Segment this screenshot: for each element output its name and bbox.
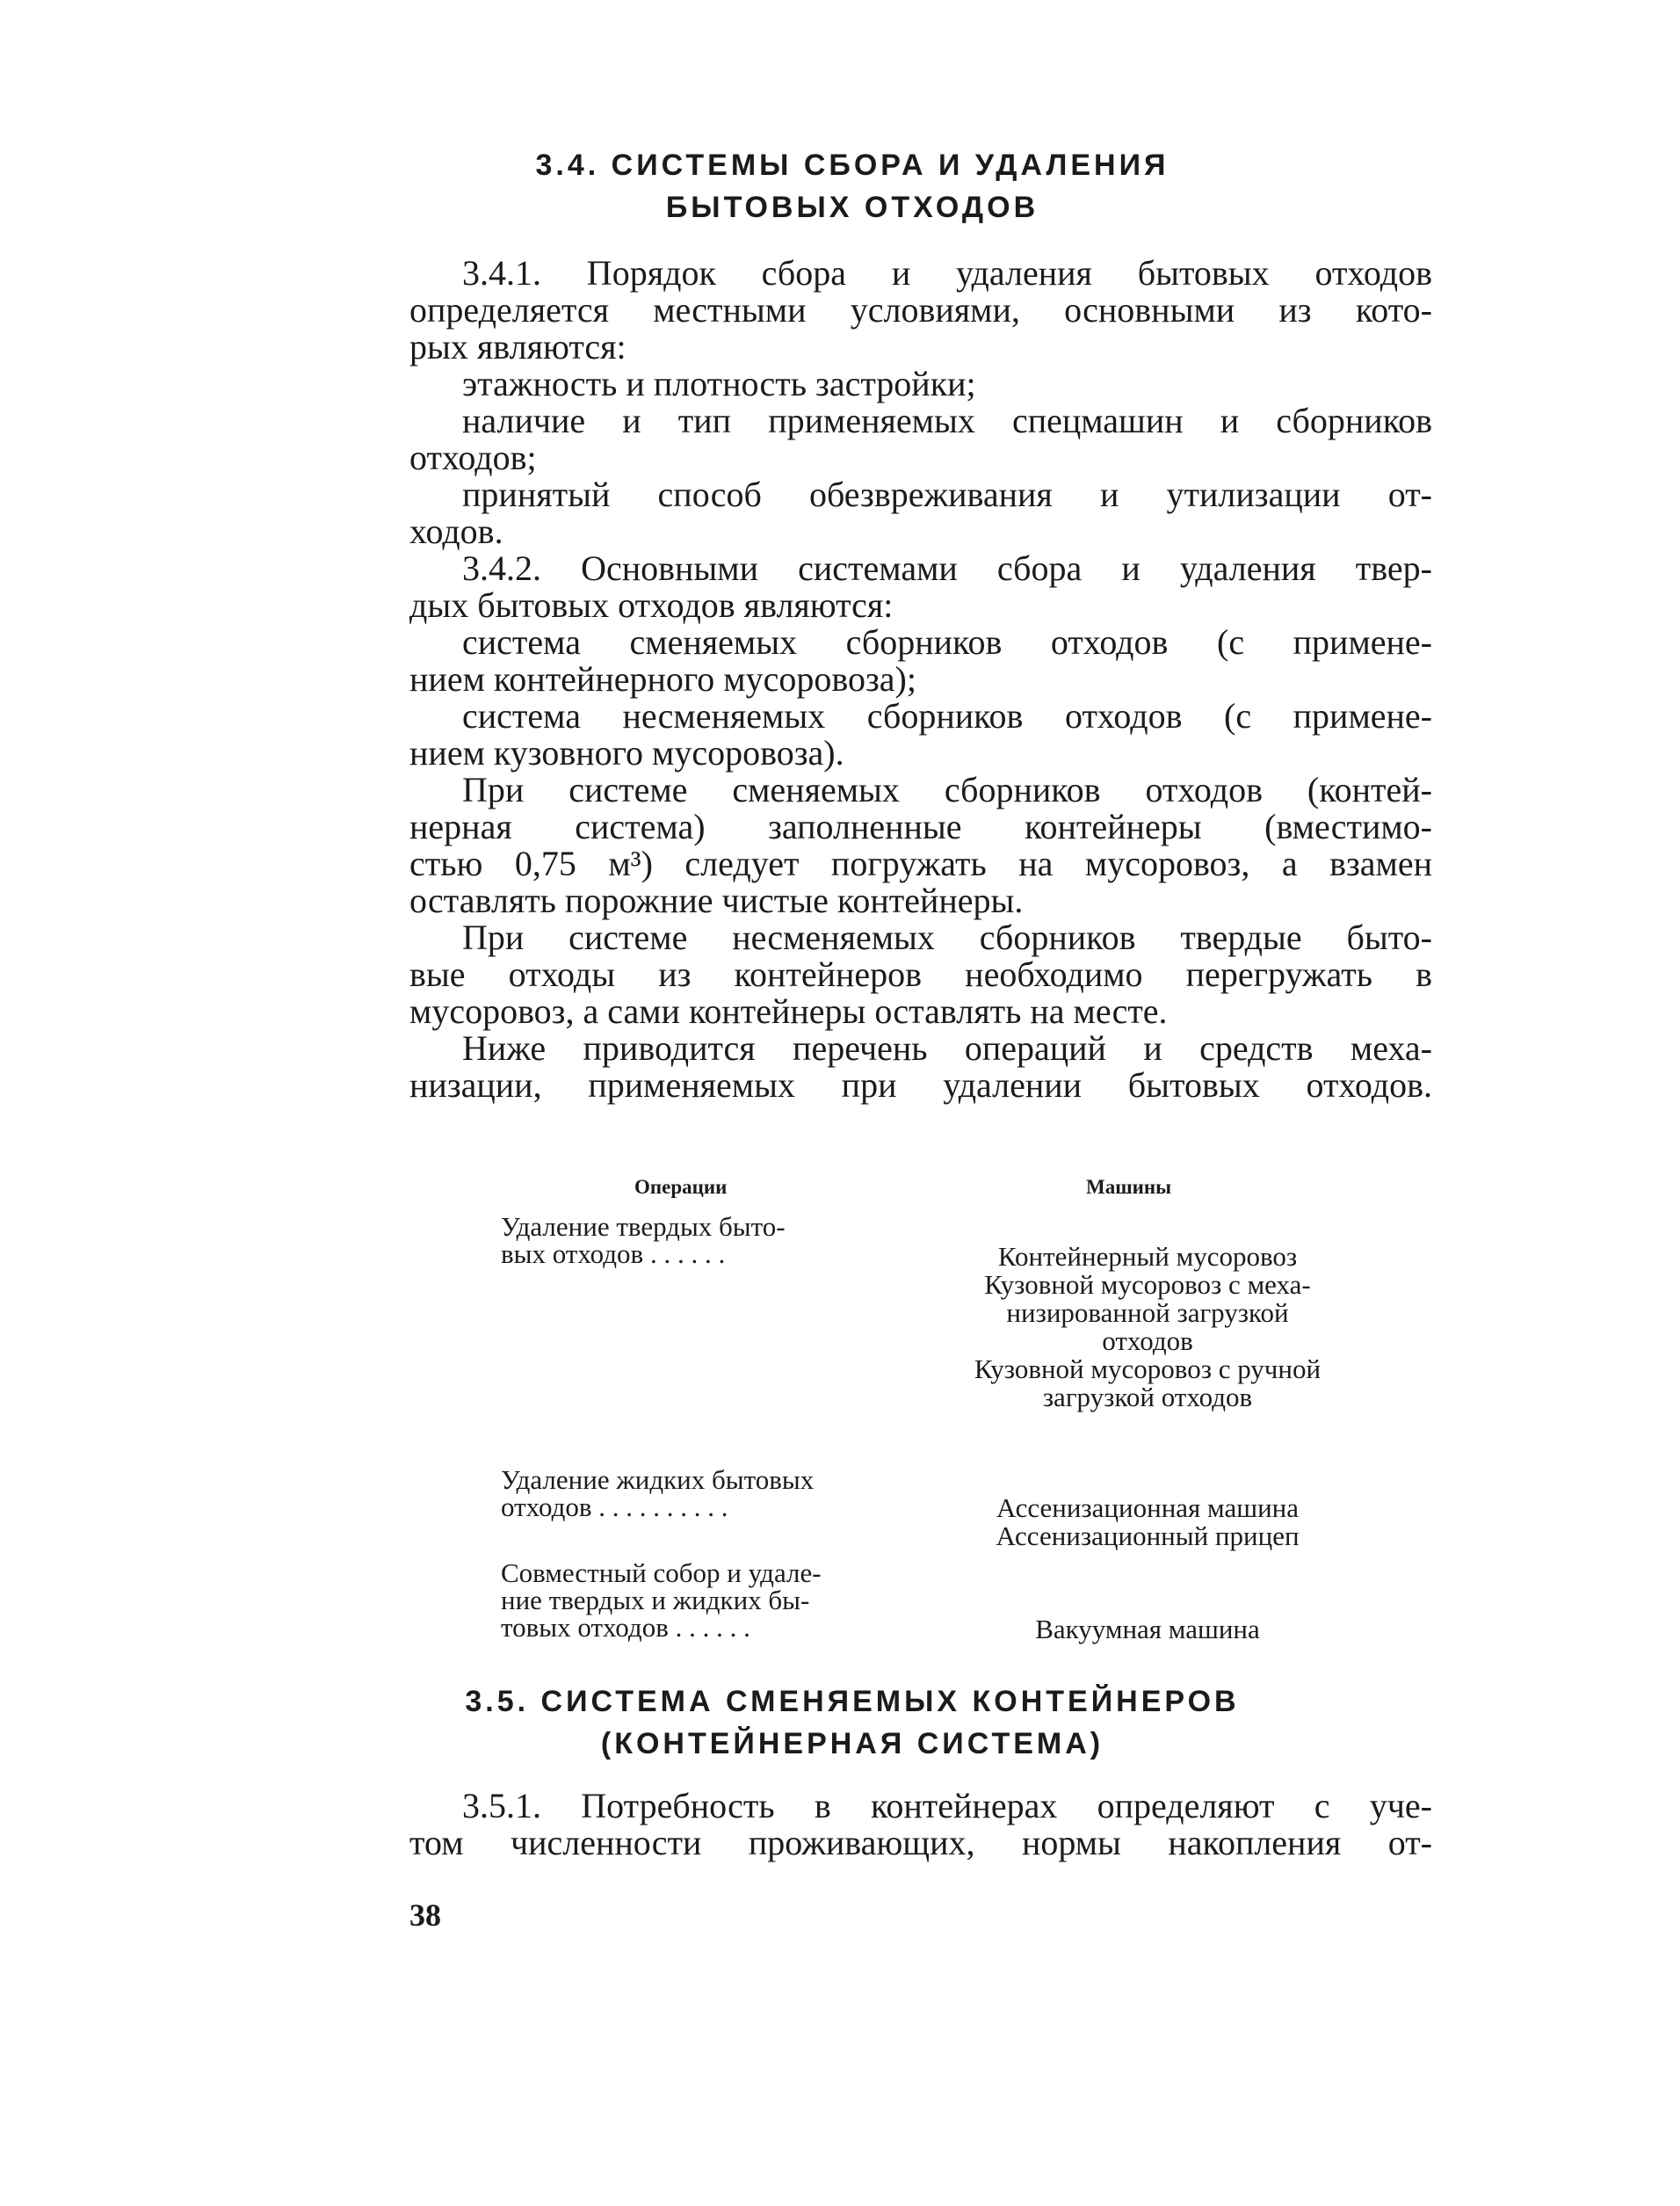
text-line: нерная система) заполненные контейнеры (вместимо- [409, 807, 1432, 846]
section-heading-3-4 [404, 144, 1300, 229]
text-line: этажность и плотность застройки; [462, 364, 976, 403]
text-line: оставлять порожние чистые контейнеры. [409, 881, 1024, 920]
column-header-operations: Операции [634, 1176, 728, 1198]
text-line: 3.4.1. Порядок сбора и удаления бытовых отходов [462, 253, 1432, 293]
heading-line: 3.4. СИСТЕМЫ СБОРА И УДАЛЕНИЯ [535, 149, 1169, 182]
heading-line: 3.5. СИСТЕМА СМЕНЯЕМЫХ КОНТЕЙНЕРОВ [465, 1685, 1240, 1718]
text-line: При системе несменяемых сборников твердые быто- [462, 918, 1432, 957]
machine-line: отходов [1102, 1325, 1193, 1356]
column-header-machines: Машины [1086, 1176, 1172, 1198]
machine-line: Кузовной мусоровоз с ручной [974, 1353, 1322, 1384]
text-line: При системе сменяемых сборников отходов (контей- [462, 770, 1432, 809]
operation-line: Удаление твердых быто- [501, 1211, 786, 1242]
machine-line: Ассенизационный прицеп [996, 1520, 1300, 1551]
text-line: вые отходы из контейнеров необходимо перегружать в [409, 954, 1432, 994]
page-number: 38 [409, 1898, 441, 1933]
operation-line: отходов . . . . . . . . . . [501, 1491, 728, 1522]
text-line: мусоровоз, а сами контейнеры оставлять на месте. [409, 991, 1168, 1031]
leader-dots: . . . . . . . . . . [591, 1491, 728, 1522]
section-heading-3-5 [404, 1680, 1300, 1765]
section-body-3-5 [409, 1788, 1432, 1861]
operation-line: Совместный собор и удале- [501, 1557, 822, 1588]
text-line: низации, применяемых при удалении бытовых отходов. [409, 1065, 1432, 1105]
text-line: отходов; [409, 438, 537, 477]
text-line: стью 0,75 м³) следует погружать на мусоровоз, а взамен [409, 844, 1432, 883]
table-row-machines [849, 1243, 1446, 1411]
machine-line: Кузовной мусоровоз с меха- [984, 1269, 1311, 1300]
text-line: 3.5.1. Потребность в контейнерах определяют с уче- [462, 1786, 1432, 1825]
text-line: Ниже приводится перечень операций и средств меха- [462, 1028, 1432, 1068]
operation-line: товых отходов . . . . . . [501, 1612, 750, 1643]
text-line: система сменяемых сборников отходов (с примене- [462, 622, 1432, 662]
machine-line: Вакуумная машина [1035, 1614, 1260, 1644]
text-line: том численности проживающих, нормы накопления от- [409, 1823, 1432, 1862]
heading-line: (КОНТЕЙНЕРНАЯ СИСТЕМА) [600, 1727, 1104, 1760]
text-line: нием контейнерного мусоровоза); [409, 659, 916, 699]
machine-line: низированной загрузкой [1006, 1297, 1289, 1328]
leader-dots: . . . . . . [643, 1238, 726, 1269]
text-line: ходов. [409, 512, 503, 551]
heading-line: БЫТОВЫХ ОТХОДОВ [665, 191, 1039, 224]
text-line: 3.4.2. Основными системами сбора и удаления твер- [462, 548, 1432, 588]
machine-line: Контейнерный мусоровоз [997, 1241, 1298, 1272]
text-line: рых являются: [409, 327, 626, 366]
machine-line: Ассенизационная машина [996, 1492, 1300, 1523]
section-body-3-4 [409, 255, 1432, 1104]
text-line: принятый способ обезвреживания и утилизации от- [462, 475, 1432, 514]
text-line: нием кузовного мусоровоза). [409, 733, 844, 773]
operation-line: ние твердых и жидких бы- [501, 1585, 810, 1615]
operation-line: вых отходов . . . . . . [501, 1238, 726, 1269]
text-line: наличие и тип применяемых спецмашин и сборников [462, 401, 1432, 440]
text-line: определяется местными условиями, основными из кото- [409, 290, 1432, 330]
machine-line: загрузкой отходов [1042, 1382, 1253, 1412]
leader-dots: . . . . . . [668, 1612, 750, 1643]
table-row-machines [849, 1494, 1446, 1550]
table-row-machines [849, 1615, 1446, 1644]
text-line: дых бытовых отходов являются: [409, 585, 894, 625]
operations-table [409, 1176, 1432, 1668]
text-line: система несменяемых сборников отходов (с примене- [462, 696, 1432, 736]
operation-line: Удаление жидких бытовых [501, 1464, 815, 1495]
